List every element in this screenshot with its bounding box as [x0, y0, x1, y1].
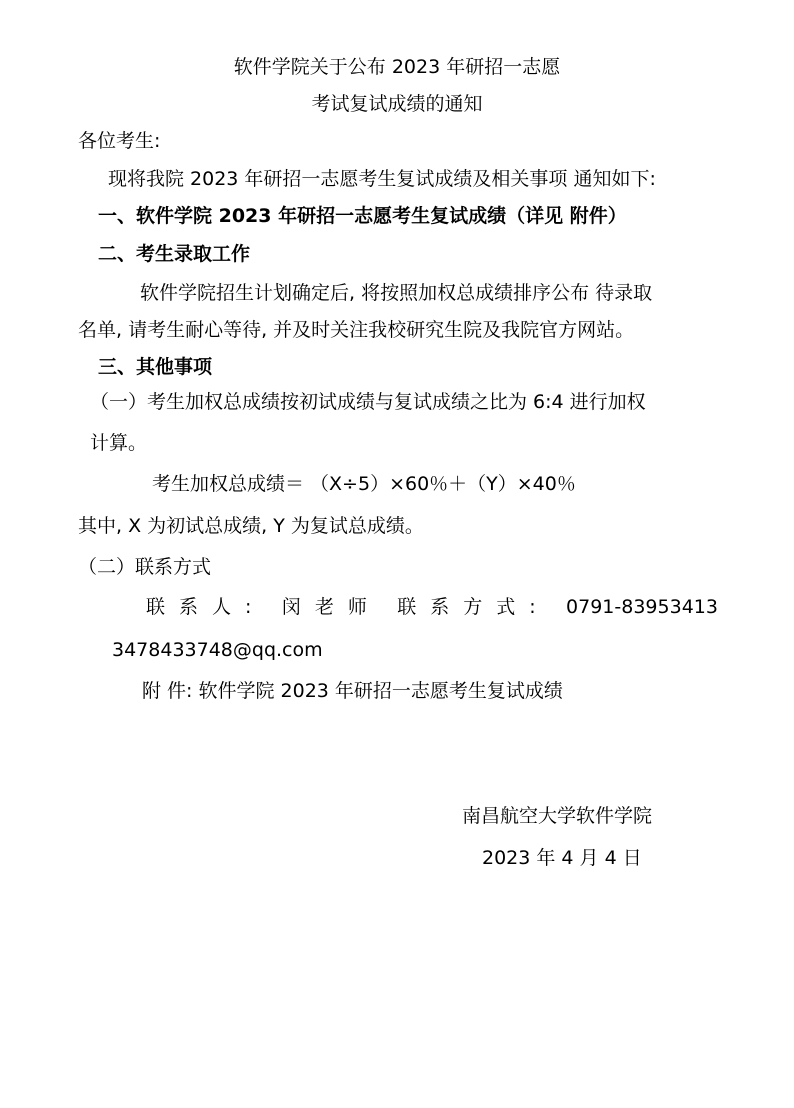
section-2-paragraph-line-2: 名单, 请考生耐心等待, 并及时关注我校研究生院及我院官方网站。: [78, 319, 635, 341]
title-line-2: 考试复试成绩的通知: [311, 93, 483, 115]
item-1-line-2: 计算。: [90, 432, 148, 454]
contact-method-label: 联系方式:: [397, 596, 550, 618]
formula-note: 其中, X 为初试总成绩, Y 为复试总成绩。: [78, 515, 424, 537]
greeting: 各位考生:: [78, 130, 161, 152]
section-3-heading: 三、其他事项: [98, 356, 213, 378]
weighted-score-formula: 考生加权总成绩＝ （X÷5）×60％＋（Y）×40％: [152, 473, 576, 495]
contact-email: 3478433748@qq.com: [112, 639, 323, 661]
section-2-heading: 二、考生录取工作: [98, 243, 251, 265]
section-1-heading: 一、软件学院 2023 年研招一志愿考生复试成绩（详见 附件）: [98, 205, 627, 227]
item-1-line-1: （一）考生加权总成绩按初试成绩与复试成绩之比为 6:4 进行加权: [90, 391, 646, 413]
contact-row: [146, 594, 718, 620]
contact-person-name: 闵老师: [281, 596, 381, 618]
section-2-paragraph-line-1: 软件学院招生计划确定后, 将按照加权总成绩排序公布 待录取: [140, 282, 653, 304]
title-line-1: 软件学院关于公布 2023 年研招一志愿: [233, 56, 561, 78]
item-2-heading: （二）联系方式: [78, 556, 212, 578]
signature-organization: 南昌航空大学软件学院: [462, 805, 653, 827]
contact-phone: 0791-83953413: [566, 596, 718, 618]
signature-date: 2023 年 4 月 4 日: [482, 847, 642, 869]
intro-paragraph: 现将我院 2023 年研招一志愿考生复试成绩及相关事项 通知如下:: [108, 168, 656, 190]
contact-person-label: 联系人:: [146, 596, 266, 618]
attachment-line: 附 件: 软件学院 2023 年研招一志愿考生复试成绩: [142, 680, 563, 702]
